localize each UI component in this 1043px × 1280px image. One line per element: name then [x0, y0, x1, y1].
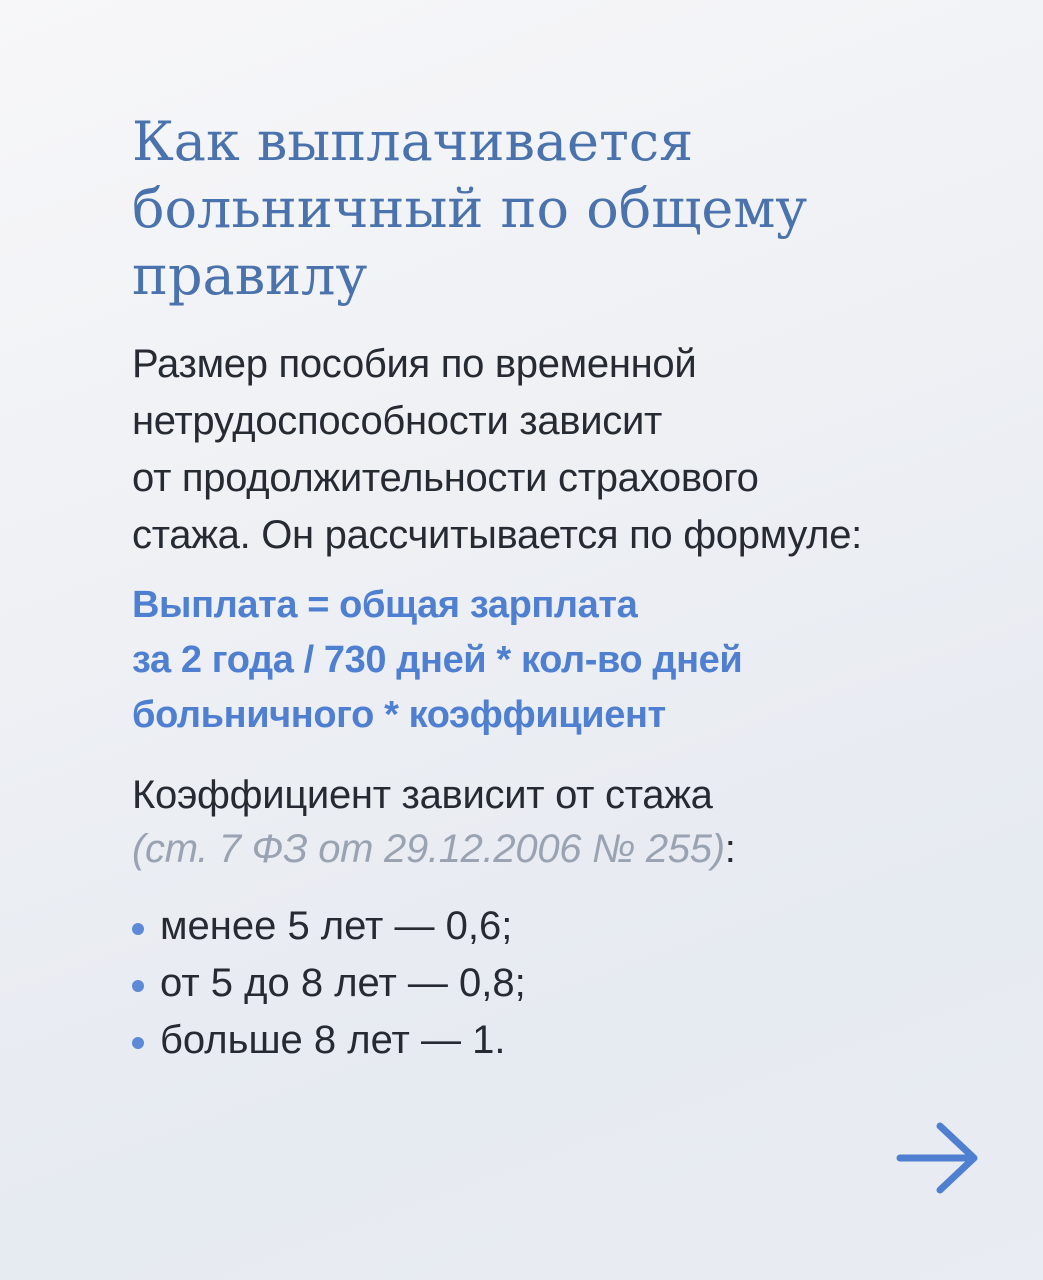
list-item-text: больше 8 лет — 1.: [160, 1018, 506, 1062]
formula-line-1: Выплата = общая зарплата: [132, 584, 638, 626]
list-item: [132, 898, 526, 955]
description-line-1: Размер пособия по временной: [132, 342, 697, 386]
formula-line-3: больничного * коэффициент: [132, 694, 666, 736]
coefficient-line: Коэффициент зависит от стажа: [132, 773, 713, 817]
list-item: [132, 1012, 526, 1069]
reference-colon: :: [724, 827, 736, 871]
law-reference: (ст. 7 ФЗ от 29.12.2006 № 255): [132, 827, 725, 871]
list-item: [132, 955, 526, 1012]
description-line-3: от продолжительности страхового: [132, 456, 759, 500]
list-item-text: менее 5 лет — 0,6;: [160, 904, 513, 948]
formula-line-2: за 2 года / 730 дней * кол-во дней: [132, 639, 743, 681]
bullet-icon: [132, 923, 144, 935]
bullet-icon: [132, 1037, 144, 1049]
slide-title: [132, 108, 992, 309]
description-line-4: стажа. Он рассчитывается по формуле:: [132, 513, 862, 557]
description-paragraph: [132, 336, 992, 564]
coefficient-paragraph: [132, 768, 992, 876]
formula-block: [132, 578, 992, 743]
title-line-3: правилу: [132, 244, 368, 307]
arrow-right-icon[interactable]: [896, 1120, 980, 1196]
coefficient-list: [132, 898, 526, 1069]
description-line-2: нетрудоспособности зависит: [132, 399, 663, 443]
list-item-text: от 5 до 8 лет — 0,8;: [160, 961, 526, 1005]
bullet-icon: [132, 980, 144, 992]
title-line-2: больничный по общему: [132, 177, 808, 240]
title-line-1: Как выплачивается: [132, 110, 694, 173]
